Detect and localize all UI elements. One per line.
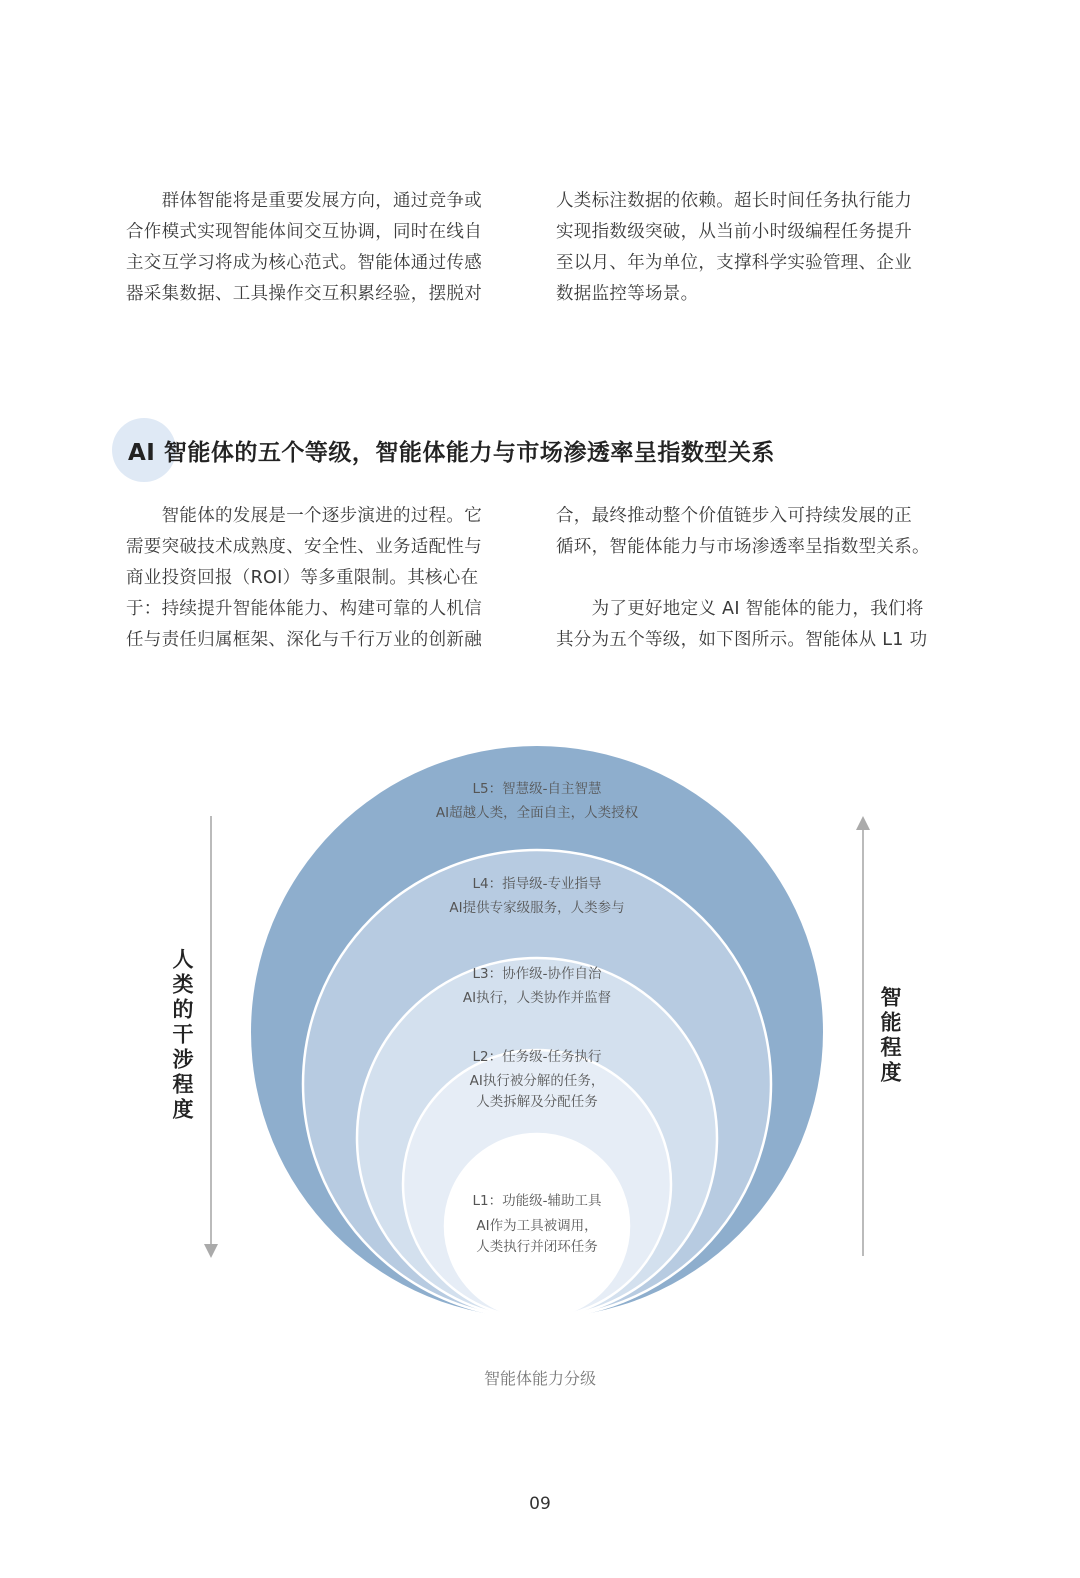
text-line: 为了更好地定义 AI 智能体的能力，我们将 bbox=[556, 599, 924, 619]
text-line: 其分为五个等级，如下图所示。智能体从 L1 功 bbox=[556, 630, 928, 650]
level-3-desc: AI执行，人类协作并监督 bbox=[462, 990, 612, 1006]
level-2-desc-line-2: 人类拆解及分配任务 bbox=[476, 1094, 598, 1110]
top-paragraph-right bbox=[556, 186, 956, 310]
level-3-title: L3：协作级-协作自治 bbox=[472, 966, 602, 982]
text-line: 至以月、年为单位，支撑科学实验管理、企业 bbox=[556, 253, 912, 273]
level-5-desc: AI超越人类，全面自主，人类授权 bbox=[435, 805, 639, 821]
section-paragraph-right-2 bbox=[556, 594, 956, 656]
text-line: 合，最终推动整个价值链步入可持续发展的正 bbox=[556, 506, 912, 526]
text-line: 于：持续提升智能体能力、构建可靠的人机信 bbox=[126, 599, 482, 619]
text-line: 数据监控等场景。 bbox=[556, 284, 699, 304]
level-5-title: L5：智慧级-自主智慧 bbox=[472, 781, 602, 797]
text-line: 智能体的发展是一个逐步演进的过程。它 bbox=[126, 506, 482, 526]
section-heading: AI 智能体的五个等级，智能体能力与市场渗透率呈指数型关系 bbox=[128, 440, 775, 466]
page-number: 09 bbox=[529, 1494, 551, 1514]
text-line: 循环，智能体能力与市场渗透率呈指数型关系。 bbox=[556, 537, 930, 557]
level-1-desc-line-1: AI作为工具被调用， bbox=[476, 1218, 598, 1234]
right-axis-arrowhead-icon bbox=[856, 816, 870, 830]
text-line: 主交互学习将成为核心范式。智能体通过传感 bbox=[126, 253, 482, 273]
text-line: 任与责任归属框架、深化与千行万业的创新融 bbox=[126, 630, 482, 650]
figure-caption: 智能体能力分级 bbox=[483, 1369, 596, 1388]
level-2-desc-line-1: AI执行被分解的任务， bbox=[469, 1073, 605, 1089]
right-axis-label: 智能程度 bbox=[878, 986, 902, 1086]
text-line: 实现指数级突破，从当前小时级编程任务提升 bbox=[556, 222, 912, 242]
text-line: 需要突破技术成熟度、安全性、业务适配性与 bbox=[126, 537, 482, 557]
agent-level-diagram bbox=[0, 700, 1080, 1420]
section-paragraph-right-1 bbox=[556, 501, 956, 563]
level-1-desc-line-2: 人类执行并闭环任务 bbox=[476, 1239, 598, 1255]
section-paragraph-left bbox=[126, 501, 526, 656]
text-line: 器采集数据、工具操作交互积累经验，摆脱对 bbox=[126, 284, 482, 304]
level-4-desc: AI提供专家级服务，人类参与 bbox=[449, 900, 625, 916]
diagram-svg bbox=[0, 700, 1080, 1420]
left-axis-label: 人类的干涉程度 bbox=[170, 948, 194, 1123]
left-axis-arrowhead-icon bbox=[204, 1244, 218, 1258]
level-1-title: L1：功能级-辅助工具 bbox=[472, 1193, 602, 1209]
top-paragraph-left bbox=[126, 186, 526, 310]
level-2-title: L2：任务级-任务执行 bbox=[472, 1049, 602, 1065]
level-4-title: L4：指导级-专业指导 bbox=[472, 876, 602, 892]
text-line: 群体智能将是重要发展方向，通过竞争或 bbox=[126, 191, 482, 211]
text-line: 人类标注数据的依赖。超长时间任务执行能力 bbox=[556, 191, 912, 211]
text-line: 商业投资回报（ROI）等多重限制。其核心在 bbox=[126, 568, 479, 588]
text-line: 合作模式实现智能体间交互协调，同时在线自 bbox=[126, 222, 482, 242]
